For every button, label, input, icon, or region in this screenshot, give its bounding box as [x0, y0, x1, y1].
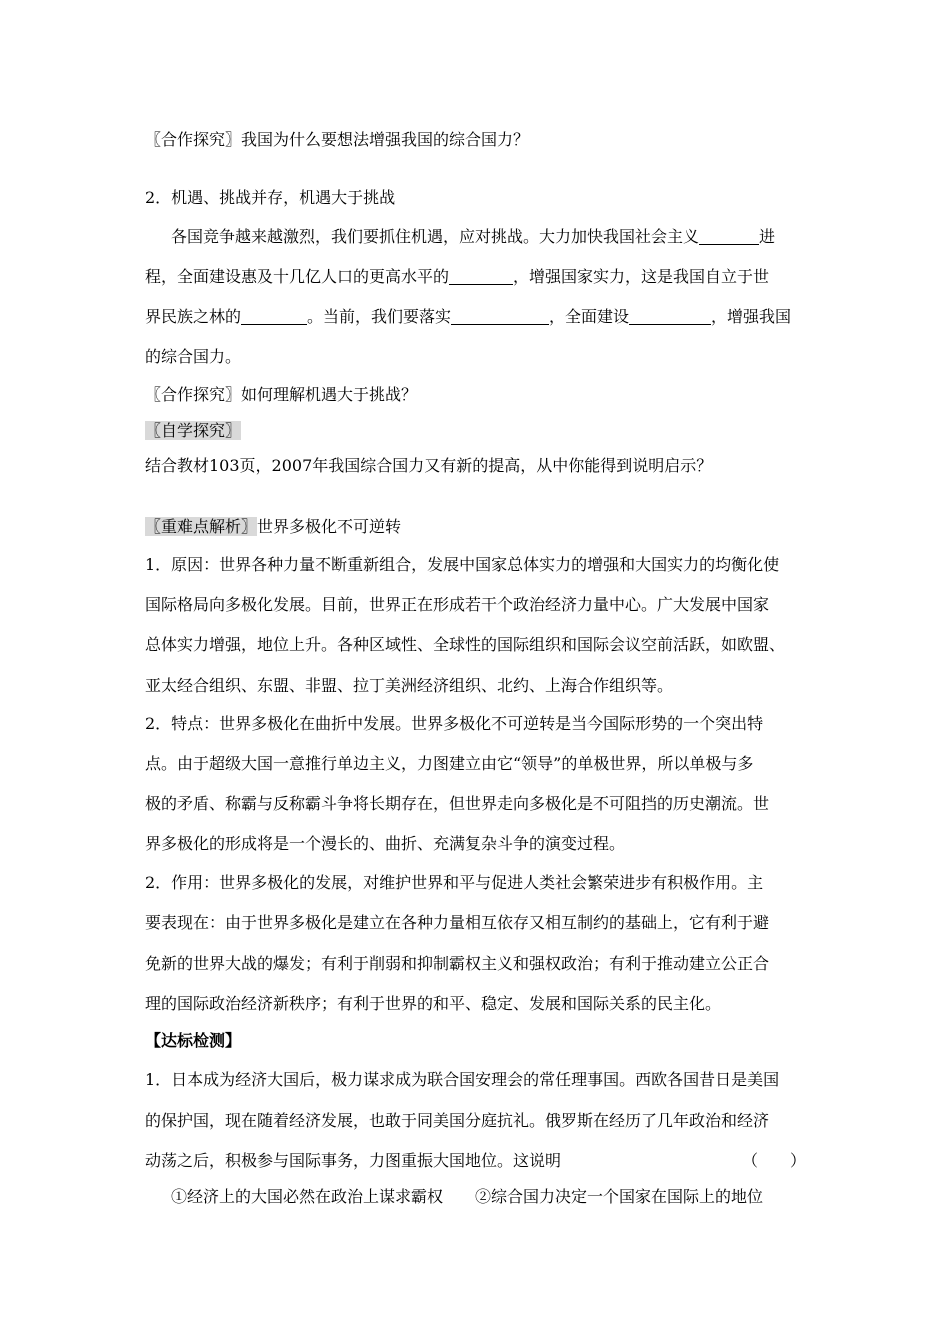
question-1-line: 动荡之后，积极参与国际事务，力图重振大国地位。这说明: [145, 1151, 562, 1170]
reason-line: 亚太经合组织、东盟、非盟、拉丁美洲经济组织、北约、上海合作组织等。: [145, 676, 674, 695]
question-1-line: 1．日本成为经济大国后，极力谋求成为联合国安理会的常任理事国。西欧各国昔日是美国: [145, 1070, 780, 1089]
paragraph-1-line-3: 界民族之林的 。当前，我们要落实 ，全面建设 ，增强我国: [145, 307, 792, 326]
effect-line: 2．作用：世界多极化的发展，对维护世界和平与促进人类社会繁荣进步有积极作用。主: [145, 873, 764, 892]
fill-blank-2[interactable]: [449, 268, 513, 285]
paragraph-1-line-1: 各国竞争越来越激烈，我们要抓住机遇，应对挑战。大力加快我国社会主义 进: [171, 227, 776, 246]
section-2-title: 2．机遇、挑战并存，机遇大于挑战: [145, 188, 396, 207]
feature-line: 界多极化的形成将是一个漫长的、曲折、充满复杂斗争的演变过程。: [145, 834, 626, 853]
reason-line: 国际格局向多极化发展。目前，世界正在形成若干个政治经济力量中心。广大发展中国家: [145, 595, 770, 614]
fill-blank-3[interactable]: [241, 308, 307, 325]
reason-line: 1．原因：世界各种力量不断重新组合，发展中国家总体实力的增强和大国实力的均衡化使: [145, 555, 780, 574]
explore-question-1: 〖合作探究〗我国为什么要想法增强我国的综合国力？: [145, 130, 530, 149]
explore-question-2: 〖合作探究〗如何理解机遇大于挑战？: [145, 385, 418, 404]
fill-blank-4[interactable]: [451, 308, 549, 325]
effect-line: 免新的世界大战的爆发；有利于削弱和抑制霸权主义和强权政治；有利于推动建立公正合: [145, 954, 770, 973]
test-section-title: 【达标检测】: [145, 1031, 242, 1050]
paragraph-1-line-2: 程，全面建设惠及十几亿人口的更高水平的 ，增强国家实力，这是我国自立于世: [145, 267, 770, 286]
fill-blank-1[interactable]: [699, 228, 759, 245]
effect-line: 要表现在：由于世界多极化是建立在各种力量相互依存又相互制约的基础上，它有利于避: [145, 913, 770, 932]
feature-line: 点。由于超级大国一意推行单边主义，力图建立由它“领导”的单极世界，所以单极与多: [145, 754, 754, 773]
reason-line: 总体实力增强，地位上升。各种区域性、全球性的国际组织和国际会议空前活跃，如欧盟、: [145, 635, 786, 654]
analysis-heading: [145, 517, 401, 537]
self-study-text: 结合教材103页，2007年我国综合国力又有新的提高，从中你能得到说明启示？: [145, 456, 713, 475]
feature-line: 2．特点：世界多极化在曲折中发展。世界多极化不可逆转是当今国际形势的一个突出特: [145, 714, 764, 733]
self-study-label: 〖自学探究〗: [145, 421, 242, 440]
feature-line: 极的矛盾、称霸与反称霸斗争将长期存在，但世界走向多极化是不可阻挡的历史潮流。世: [145, 794, 770, 813]
answer-parentheses[interactable]: （ ）: [742, 1151, 807, 1170]
question-1-line: 的保护国，现在随着经济发展，也敢于同美国分庭抗礼。俄罗斯在经历了几年政治和经济: [145, 1111, 770, 1130]
analysis-title: 世界多极化不可逆转: [257, 517, 402, 536]
paragraph-1-line-4: 的综合国力。: [145, 347, 242, 366]
question-1-options: ①经济上的大国必然在政治上谋求霸权 ②综合国力决定一个国家在国际上的地位: [171, 1187, 764, 1206]
fill-blank-5[interactable]: [629, 308, 711, 325]
effect-line: 理的国际政治经济新秩序；有利于世界的和平、稳定、发展和国际关系的民主化。: [145, 994, 722, 1013]
analysis-label: 〖重难点解析〗: [145, 517, 258, 536]
